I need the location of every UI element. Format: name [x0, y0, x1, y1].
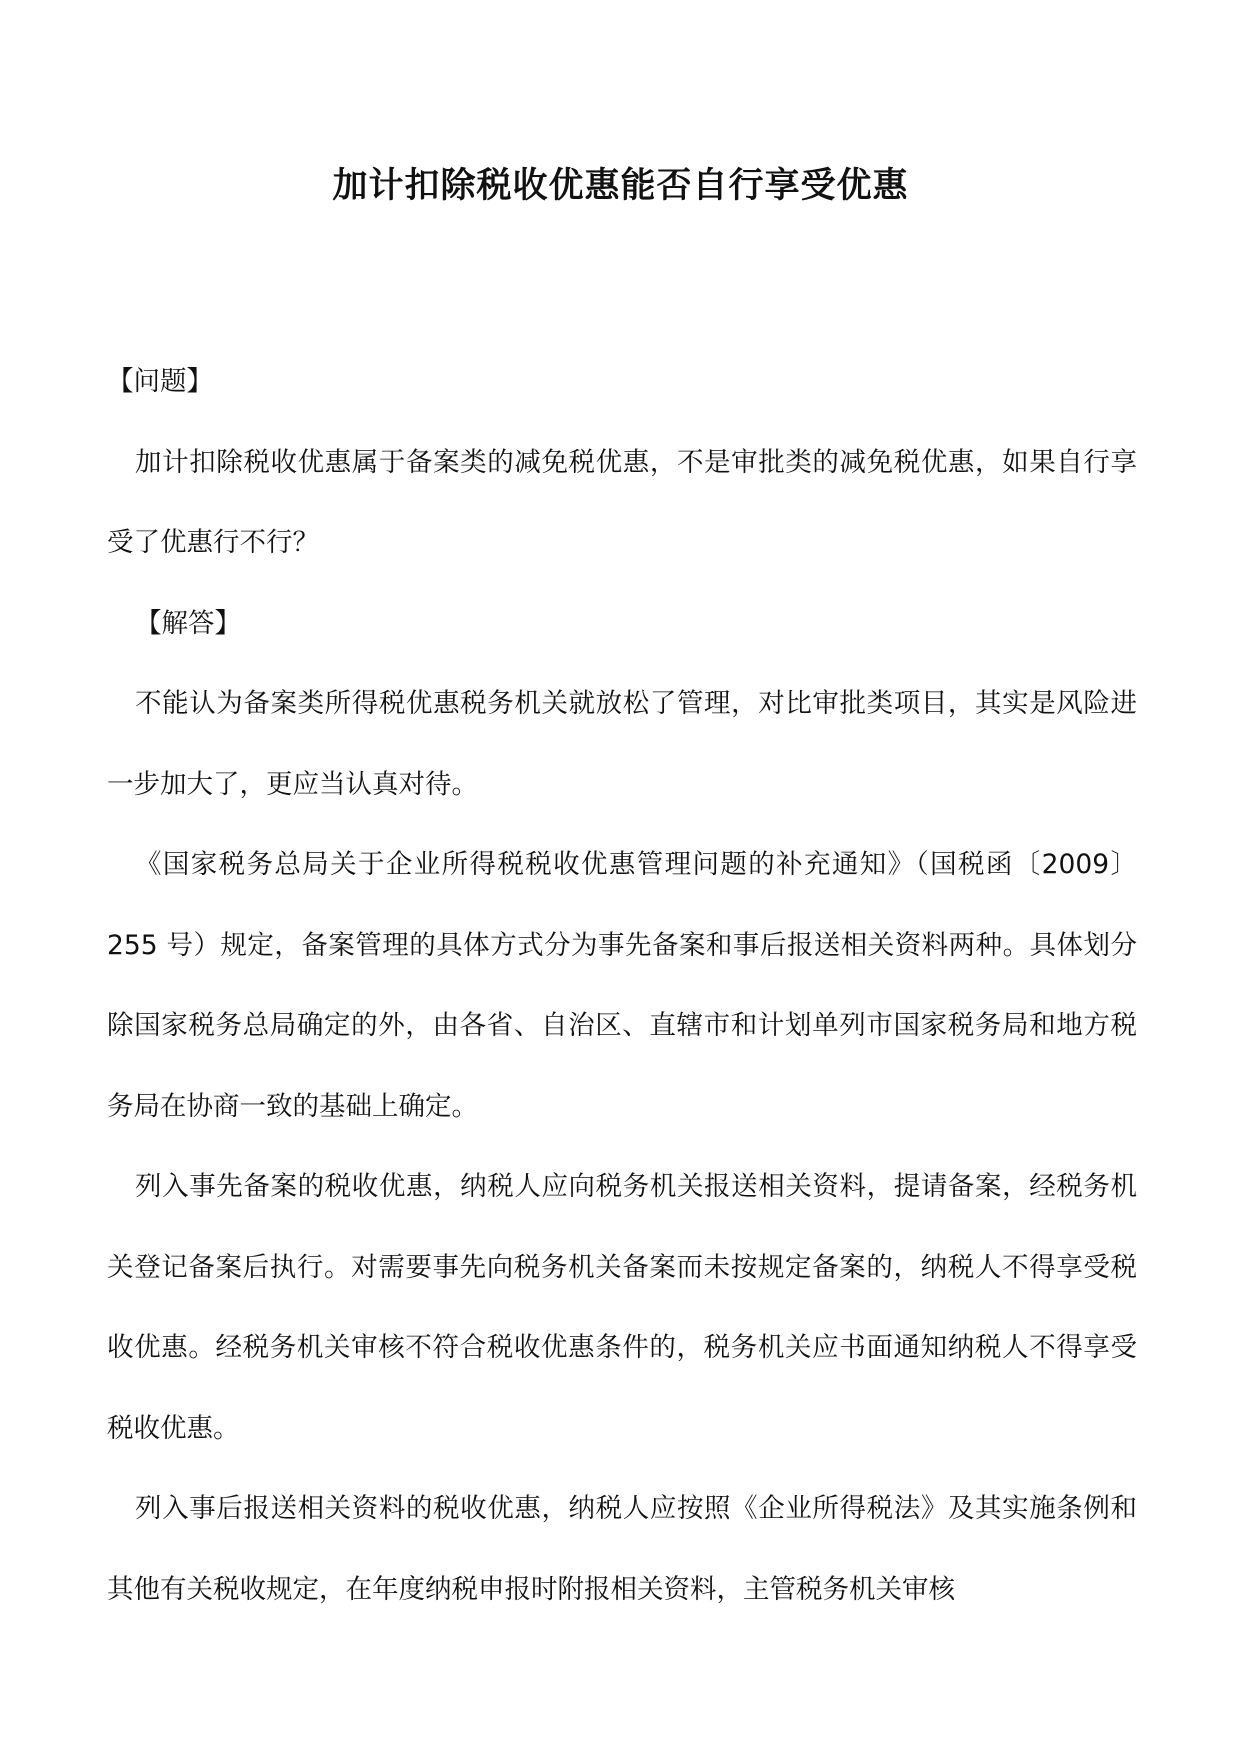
answer-heading: 【解答】 [135, 607, 241, 639]
answer-paragraph: 不能认为备案类所得税优惠税务机关就放松了管理，对比审批类项目，其实是风险进一步加大了，更应当认真对待。 [107, 688, 1137, 800]
question-heading: 【问题】 [107, 366, 213, 397]
answer-paragraph: 列入事后报送相关资料的税收优惠，纳税人应按照《企业所得税法》及其实施条例和其他有关税收规定，在年度纳税申报时附报相关资料，主管税务机关审核 [107, 1493, 1137, 1605]
document-title: 加计扣除税收优惠能否自行享受优惠 [332, 165, 909, 206]
question-text: 加计扣除税收优惠属于备案类的减免税优惠，不是审批类的减免税优惠，如果自行享受了优惠行不行？ [107, 446, 1137, 558]
document-body [107, 342, 1137, 1630]
answer-paragraph: 列入事先备案的税收优惠，纳税人应向税务机关报送相关资料，提请备案，经税务机关登记备案后执行。对需要事先向税务机关备案而未按规定备案的，纳税人不得享受税收优惠。经税务机关审核不符合税收优惠条件的，税务机关应书面通知纳税人不得享受税收优惠。 [107, 1171, 1137, 1444]
answer-paragraph: 《国家税务总局关于企业所得税税收优惠管理问题的补充通知》（国税函〔2009〕255 号）规定，备案管理的具体方式分为事先备案和事后报送相关资料两种。具体划分除国家税务总局确定的外，由各省、自治区、直辖市和计划单列市国家税务局和地方税务局在协商一致的基础上确定。 [107, 849, 1137, 1122]
